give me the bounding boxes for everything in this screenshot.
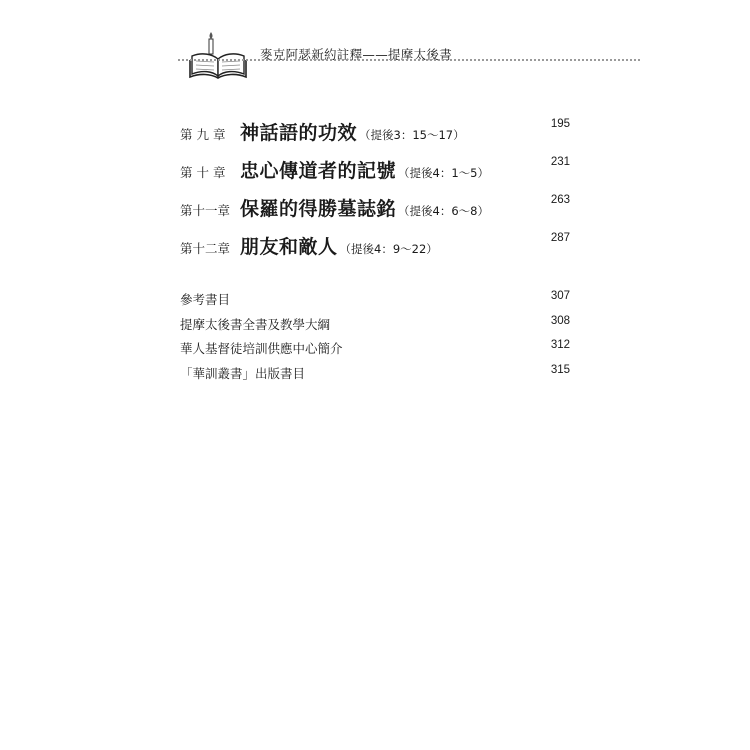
back-matter-entry[interactable]	[180, 315, 570, 340]
chapter-number: 第 十 章	[180, 165, 226, 180]
chapter-number: 第 九 章	[180, 127, 226, 142]
chapter-entry[interactable]	[180, 118, 570, 156]
chapter-entry[interactable]	[180, 194, 570, 232]
back-matter-label: 參考書目	[180, 292, 231, 307]
back-matter-page-number: 308	[550, 314, 570, 327]
back-matter-label: 「華訓叢書」出版書目	[180, 365, 306, 381]
chapter-title: 保羅的得勝墓誌銘	[240, 198, 397, 220]
chapter-entry[interactable]	[180, 232, 570, 270]
chapter-scripture-ref: （提後4：6～8）	[398, 204, 489, 218]
back-matter-page-number: 315	[550, 363, 570, 376]
running-header	[178, 30, 640, 80]
back-matter-label: 提摩太後書全書及教學大綱	[180, 316, 331, 332]
header-divider	[178, 59, 640, 61]
back-matter-page-number: 312	[550, 339, 570, 351]
back-matter-list	[180, 290, 570, 388]
chapter-number: 第十二章	[180, 241, 231, 256]
back-matter-page-number: 307	[550, 290, 570, 302]
chapter-title: 神話語的功效	[240, 122, 358, 144]
chapter-title: 忠心傳道者的記號	[240, 160, 397, 182]
chapter-title: 朋友和敵人	[240, 236, 338, 258]
book-candle-icon	[178, 30, 258, 80]
chapter-page-number: 231	[550, 156, 570, 168]
chapter-list	[180, 118, 570, 270]
chapter-page-number: 195	[550, 118, 570, 130]
back-matter-label: 華人基督徒培訓供應中心簡介	[180, 341, 343, 356]
back-matter-entry[interactable]	[180, 339, 570, 364]
chapter-scripture-ref: （提後3：15～17）	[359, 128, 465, 142]
chapter-page-number: 263	[550, 194, 570, 206]
chapter-scripture-ref: （提後4：1～5）	[398, 166, 489, 180]
running-header-title: 麥克阿瑟新約註釋——提摩太後書	[260, 47, 453, 62]
back-matter-entry[interactable]	[180, 364, 570, 389]
chapter-page-number: 287	[550, 232, 570, 244]
chapter-number: 第十一章	[180, 203, 231, 218]
chapter-scripture-ref: （提後4：9～22）	[339, 242, 438, 256]
chapter-entry[interactable]	[180, 156, 570, 194]
back-matter-entry[interactable]	[180, 290, 570, 315]
